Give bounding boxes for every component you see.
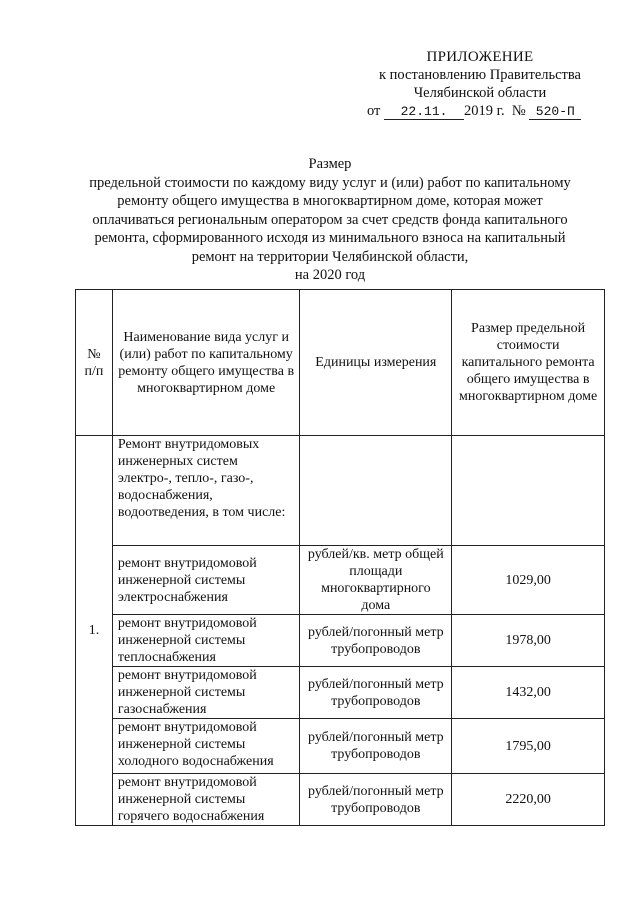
heading-line-3: ремонту общего имущества в многоквартирном доме, которая может bbox=[117, 193, 543, 209]
header-number: № п/п bbox=[76, 290, 113, 436]
table-row bbox=[76, 615, 605, 667]
row-value: 1432,00 bbox=[452, 667, 605, 719]
table-row bbox=[76, 667, 605, 719]
appendix-block bbox=[360, 48, 600, 102]
group-number: 1. bbox=[76, 436, 113, 826]
appendix-line-2: Челябинской области bbox=[413, 85, 547, 101]
header-max-cost: Размер предельной стоимости капитального ремонта общего имущества в многоквартирном доме bbox=[452, 290, 605, 436]
document-heading bbox=[60, 155, 600, 285]
heading-line-7: на 2020 год bbox=[294, 267, 366, 283]
heading-line-1: Размер bbox=[308, 156, 352, 172]
table-cell-empty bbox=[300, 436, 452, 546]
from-label: от bbox=[367, 103, 381, 119]
table-row bbox=[76, 546, 605, 615]
header-work-type: Наименование вида услуг и (или) работ по капитальному ремонту общего имущества в многоквартирном доме bbox=[112, 290, 300, 436]
heading-line-2: предельной стоимости по каждому виду услуг и (или) работ по капитальному bbox=[89, 174, 571, 191]
row-value: 1029,00 bbox=[452, 546, 605, 615]
heading-line-4: оплачиваться региональным оператором за счет средств фонда капитального bbox=[92, 211, 568, 228]
row-value: 1978,00 bbox=[452, 615, 605, 667]
row-work-name: ремонт внутридомовой инженерной системы электроснабжения bbox=[112, 546, 300, 615]
table-row bbox=[76, 436, 605, 546]
cost-table bbox=[75, 289, 605, 826]
resolution-reference bbox=[367, 103, 581, 120]
table-row bbox=[76, 719, 605, 774]
heading-line-6: ремонт на территории Челябинской области, bbox=[191, 248, 469, 265]
row-work-name: ремонт внутридомовой инженерной системы горячего водоснабжения bbox=[112, 774, 300, 826]
year-label: 2019 г. bbox=[464, 103, 505, 119]
row-work-name: ремонт внутридомовой инженерной системы газоснабжения bbox=[112, 667, 300, 719]
row-unit: рублей/погонный метр трубопроводов bbox=[300, 667, 452, 719]
resolution-date: 22.11. bbox=[384, 104, 464, 120]
row-unit: рублей/кв. метр общей площади многоквартирного дома bbox=[300, 546, 452, 615]
header-unit: Единицы измерения bbox=[300, 290, 452, 436]
row-unit: рублей/погонный метр трубопроводов bbox=[300, 719, 452, 774]
row-value: 2220,00 bbox=[452, 774, 605, 826]
row-unit: рублей/погонный метр трубопроводов bbox=[300, 774, 452, 826]
heading-line-5: ремонта, сформированного исходя из минимального взноса на капитальный bbox=[94, 230, 566, 246]
number-label: № bbox=[511, 103, 526, 119]
table-header-row bbox=[76, 290, 605, 436]
appendix-line-1: к постановлению Правительства bbox=[379, 67, 581, 83]
table-row bbox=[76, 774, 605, 826]
row-unit: рублей/погонный метр трубопроводов bbox=[300, 615, 452, 667]
row-work-name: ремонт внутридомовой инженерной системы холодного водоснабжения bbox=[112, 719, 300, 774]
table-cell-empty bbox=[452, 436, 605, 546]
row-value: 1795,00 bbox=[452, 719, 605, 774]
resolution-number: 520-П bbox=[529, 104, 581, 120]
appendix-title: ПРИЛОЖЕНИЕ bbox=[426, 49, 534, 65]
group-title: Ремонт внутридомовых инженерных систем электро-, тепло-, газо-, водоснабжения, водоотведения, в том числе: bbox=[112, 436, 300, 546]
row-work-name: ремонт внутридомовой инженерной системы теплоснабжения bbox=[112, 615, 300, 667]
